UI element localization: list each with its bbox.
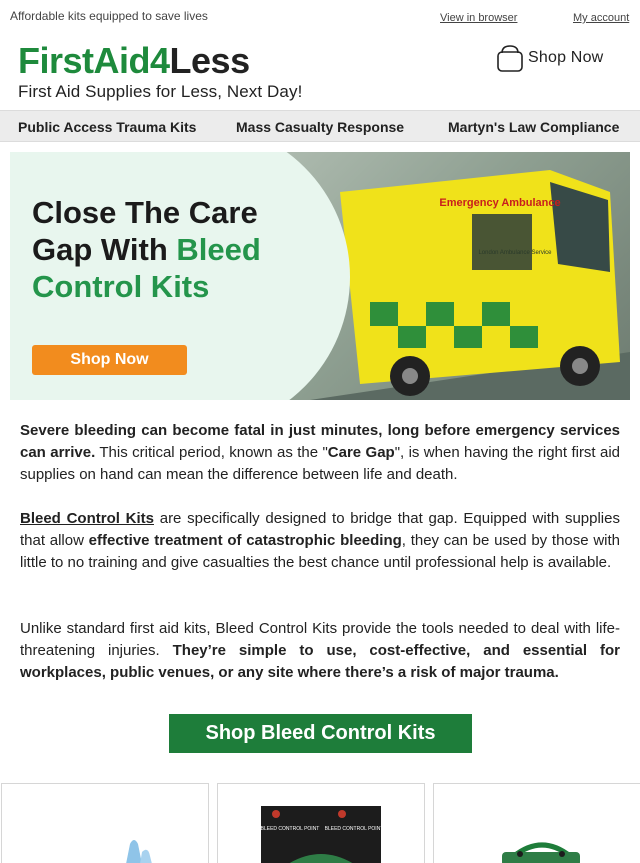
nav-martyns-law-compliance[interactable]: Martyn's Law Compliance [448, 119, 620, 135]
ambulance-service-text: London Ambulance Service [478, 250, 552, 256]
product-row [0, 783, 640, 863]
shop-bleed-control-kits-button[interactable]: Shop Bleed Control Kits [169, 714, 472, 753]
logo-tagline: First Aid Supplies for Less, Next Day! [18, 82, 303, 101]
nav-public-access-trauma-kits[interactable]: Public Access Trauma Kits [18, 119, 197, 135]
intro-paragraph [20, 420, 620, 486]
nav-mass-casualty-response[interactable]: Mass Casualty Response [236, 119, 405, 135]
product-image-gloves [2, 784, 209, 863]
intro-text-1: This critical period, known as the " [95, 444, 328, 461]
view-in-browser-link[interactable]: View in browser [440, 12, 518, 24]
logo-less: Less [169, 40, 250, 81]
bleed-control-kits-link[interactable]: Bleed Control Kits [20, 510, 154, 527]
unlike-text: Unlike standard first aid kits, Bleed Control Kits provide the tools needed to deal with life-threatening injuries. [20, 620, 620, 659]
product-card-3[interactable] [433, 783, 640, 863]
hero-line-2a: Gap With [32, 232, 177, 267]
product-label-2: BLEED CONTROL POINT [324, 826, 384, 832]
product-image-kit-bag [434, 784, 640, 863]
brand-logo[interactable] [18, 42, 318, 104]
preheader-text: Affordable kits equipped to save lives [10, 9, 208, 23]
intro-bold: Severe bleeding can become fatal in just minutes, long before emergency services can arrive. [20, 422, 620, 461]
header-shop-now-label: Shop Now [528, 49, 604, 66]
unlike-bold: They’re simple to use, cost-effective, and essential for workplaces, public venues, or any site where there’s a risk of major trauma. [20, 642, 620, 681]
hero-line-3: Control Kits [32, 269, 210, 304]
bleed-text-2: , they can be used by those with little to no training and give casualties the best chance until professional help is available. [20, 532, 620, 571]
product-card-1[interactable] [1, 783, 209, 863]
bleed-kits-paragraph [20, 508, 620, 574]
product-image-bleed-point [218, 784, 425, 863]
hero-line-1: Close The Care [32, 195, 258, 230]
product-label-1: BLEED CONTROL POINT [260, 826, 320, 832]
intro-care-gap: Care Gap [327, 444, 395, 461]
shopping-bag-icon [496, 43, 524, 73]
category-nav [0, 110, 640, 142]
bleed-bold: effective treatment of catastrophic bleeding [88, 532, 402, 549]
header-shop-now-button[interactable] [496, 42, 616, 74]
logo-firstaid: FirstAid [18, 40, 151, 81]
my-account-link[interactable]: My account [573, 12, 630, 24]
hero-shop-now-button[interactable]: Shop Now [32, 345, 187, 375]
ambulance-title-text: Emergency Ambulance [439, 197, 561, 209]
top-bar [0, 0, 640, 34]
hero-line-2b: Bleed [176, 232, 261, 267]
hero-banner[interactable] [10, 152, 630, 400]
logo-four: 4 [150, 40, 170, 81]
bleed-text-1: are specifically designed to bridge that gap. Equipped with supplies that allow [20, 510, 620, 549]
unlike-paragraph [20, 618, 620, 684]
hero-headline [32, 194, 332, 305]
intro-text-2: ", is when having the right first aid supplies on hand can mean the difference between life and death. [20, 444, 621, 483]
product-card-2[interactable] [217, 783, 425, 863]
